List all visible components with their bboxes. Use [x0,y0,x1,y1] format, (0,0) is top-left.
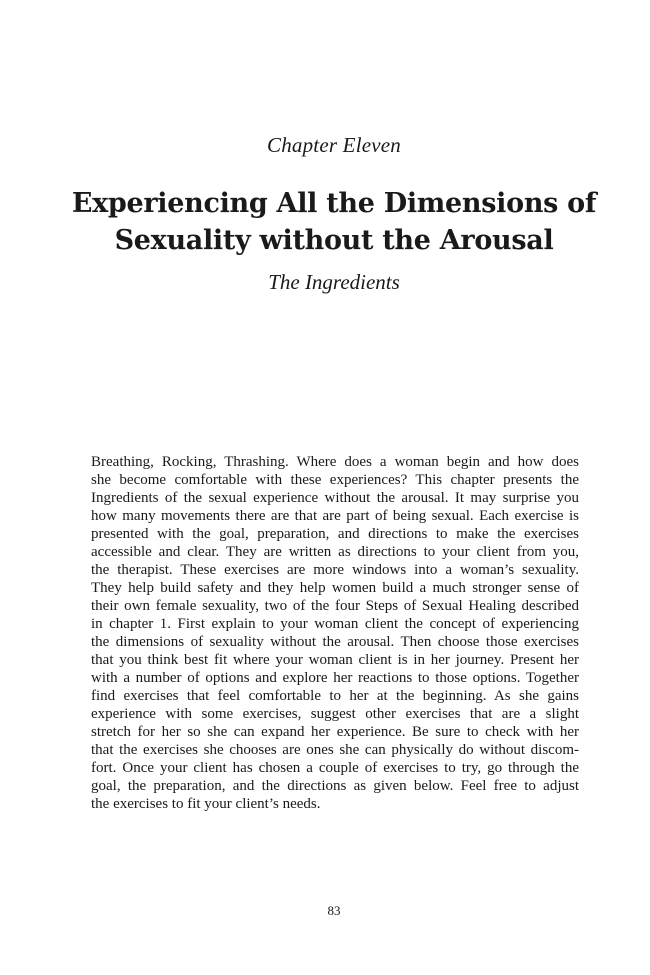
body-line: experience with some exercises, suggest other exercises that are a slight [91,706,579,722]
body-line: the exercises to fit your client’s needs. [91,796,321,812]
body-line: the therapist. These exercises are more windows into a woman’s sexuality. [91,562,579,578]
body-line: she become comfortable with these experiences? This chapter presents the [91,472,579,488]
body-line: stretch for her so she can expand her experience. Be sure to check with her [91,724,579,740]
body-line: fort. Once your client has chosen a couple of exercises to try, go through the [91,760,579,776]
body-line: goal, the preparation, and the directions as given below. Feel free to adjust [91,778,579,794]
body-line: Breathing, Rocking, Thrashing. Where does a woman begin and how does [91,454,579,470]
body-line: in chapter 1. First explain to your woman client the concept of experiencing [91,616,579,632]
chapter-title-line: Sexuality without the Arousal [114,225,554,256]
body-line: Ingredients of the sexual experience without the arousal. It may surprise you [91,490,579,506]
chapter-title [0,185,650,259]
body-line: accessible and clear. They are written as directions to your client from you, [91,544,579,560]
body-line: with a number of options and explore her reactions to those options. Together [91,670,579,686]
body-line: how many movements there are that are part of being sexual. Each exercise is [91,508,579,524]
body-line: presented with the goal, preparation, and directions to make the exercises [91,526,579,542]
body-paragraph [91,453,579,813]
body-line: find exercises that feel comfortable to her at the beginning. As she gains [91,688,579,704]
body-line: the dimensions of sexuality without the arousal. Then choose those exercises [91,634,579,650]
chapter-subtitle: The Ingredients [268,270,400,294]
chapter-label: Chapter Eleven [266,133,401,157]
body-line: that the exercises she chooses are ones she can physically do without discom- [91,742,579,758]
body-line: that you think best fit where your woman client is in her journey. Present her [91,652,579,668]
chapter-title-line: Experiencing All the Dimensions of [71,188,597,219]
body-line: They help build safety and they help women build a much stronger sense of [91,580,579,596]
page-number: 83 [327,903,341,918]
body-line: their own female sexuality, two of the four Steps of Sexual Healing described [91,598,579,614]
